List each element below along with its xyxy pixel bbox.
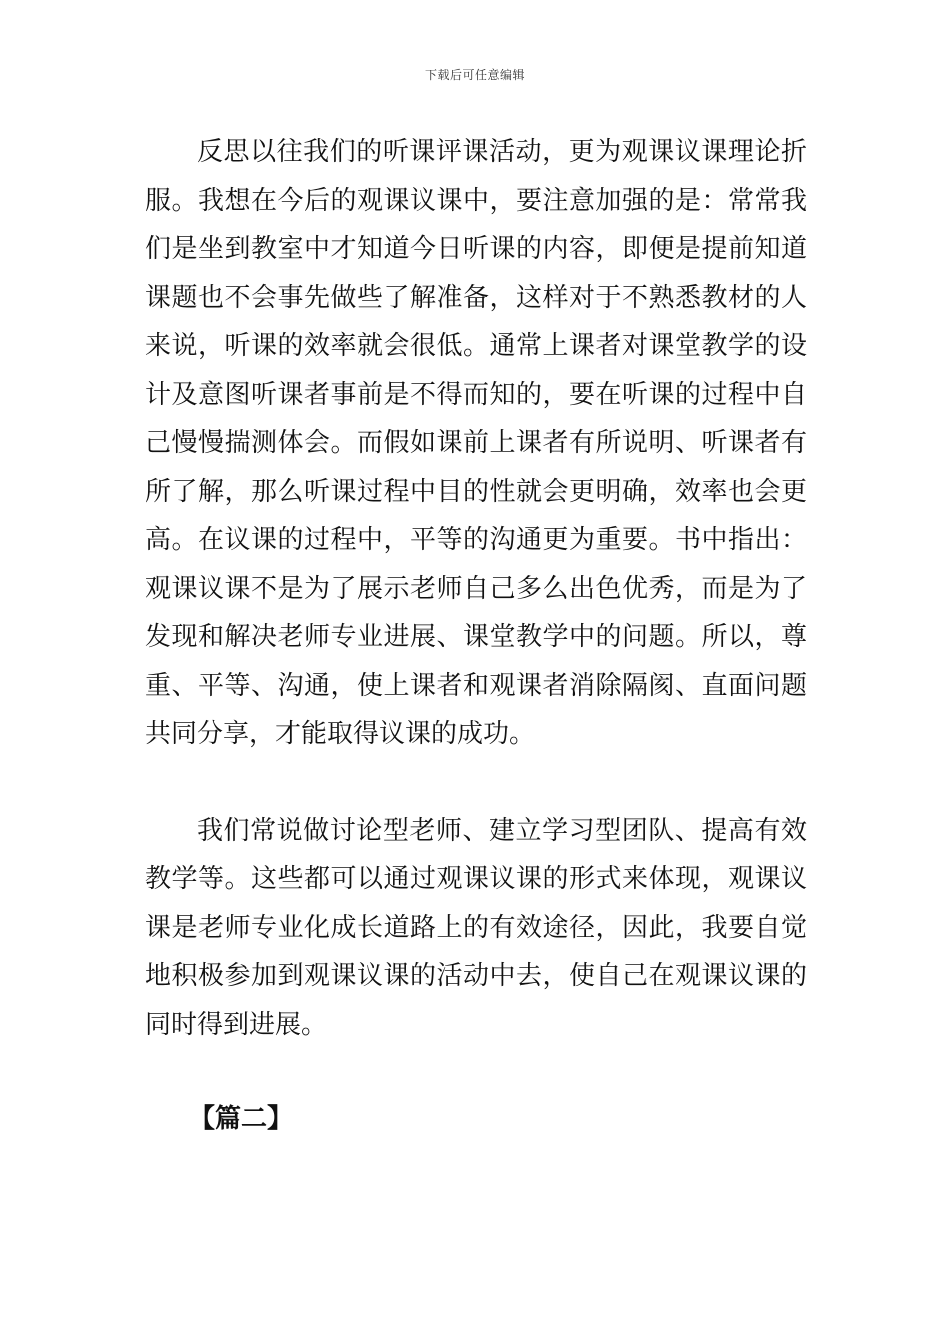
paragraph-reflection: 反思以往我们的听课评课活动，更为观课议课理论折服。我想在今后的观课议课中，要注意加强的是：常常我们是坐到教室中才知道今日听课的内容，即便是提前知道课题也不会事先做些了解准备，这样对于不熟悉教材的人来说，听课的效率就会很低。通常上课者对课堂教学的设计及意图听课者事前是不得而知的，要在听课的过程中自己慢慢揣测体会。而假如课前上课者有所说明、听课者有所了解，那么听课过程中目的性就会更明确，效率也会更高。在议课的过程中，平等的沟通更为重要。书中指出：观课议课不是为了展示老师自己多么出色优秀，而是为了发现和解决老师专业进展、课堂教学中的问题。所以，尊重、平等、沟通，使上课者和观课者消除隔阂、直面问题共同分享，才能取得议课的成功。 [145,137,807,749]
paragraph-conclusion: 我们常说做讨论型老师、建立学习型团队、提高有效教学等。这些都可以通过观课议课的形式来体现，观课议课是老师专业化成长道路上的有效途径，因此，我要自觉地积极参加到观课议课的活动中去，使自己在观课议课的同时得到进展。 [145,815,807,1040]
document-body [145,128,807,1144]
section-heading: 【篇二】 [189,1104,294,1134]
header-note: 下载后可任意编辑 [424,68,525,82]
